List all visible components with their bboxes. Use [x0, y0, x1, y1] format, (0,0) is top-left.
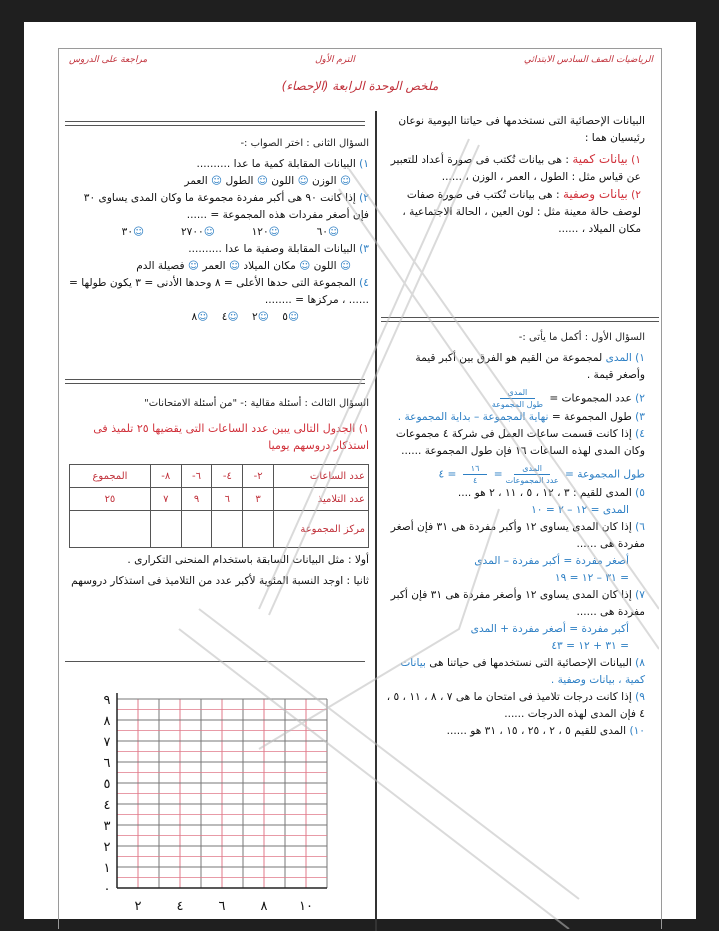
term-quantitative: بيانات كمية — [572, 152, 628, 166]
q2-heading: السؤال الثانى : اختر الصواب :- — [240, 138, 369, 149]
header-term: الترم الأول — [315, 55, 355, 65]
fraction-denominator: عدد المجموعات — [505, 476, 559, 485]
q1-section — [385, 329, 645, 740]
fraction-numerator: المدى — [500, 388, 536, 399]
item-text: طول المجموعة = — [551, 411, 632, 423]
q3-problem: ١) الجدول التالى يبين عدد الساعات التى يقضيها ٢٥ تلميذ فى استذكار دروسهم يوميا — [93, 422, 369, 452]
option-label[interactable]: مكان الميلاد — [243, 260, 296, 272]
x-tick-label: ٤ — [176, 899, 184, 914]
header-subject: الرياضيات الصف السادس الابتدائي — [523, 55, 653, 65]
q2-section — [65, 135, 369, 326]
table-cell-empty[interactable] — [243, 511, 274, 548]
item-text: البيانات المقابلة وصفية ما عدا .......... — [188, 243, 356, 255]
item-number: ١٠) — [629, 725, 645, 737]
answer-text: = ٣١ + ١٢ = ٤٣ — [551, 640, 629, 652]
answer-formula: طول المجموعة = $\frac{\text{المدى}}{\text{عدد المجموعات}}$ = $\frac{١٦}{٤}$ = ٤ — [438, 464, 645, 485]
table-cell: ٩ — [181, 488, 212, 511]
task-1: أولا : مثل البيانات السابقة باستخدام المنحنى التكرارى . — [127, 554, 369, 566]
y-tick-label: ٧ — [103, 735, 111, 750]
item-number: ٢) — [359, 192, 369, 204]
y-tick-label: ٨ — [103, 714, 111, 729]
item-number: ٧) — [635, 589, 645, 601]
q1-item — [385, 409, 645, 426]
option-radio-icon[interactable]: ☺ — [339, 260, 351, 272]
fraction — [463, 464, 488, 485]
option-row — [65, 309, 369, 326]
fraction-denominator: ٤ — [472, 476, 478, 485]
q1-item — [385, 655, 645, 689]
option-label[interactable]: اللون — [313, 260, 337, 272]
option-radio-icon[interactable]: ☺ — [268, 226, 280, 238]
table-cell-empty[interactable] — [181, 511, 212, 548]
option-radio-icon[interactable]: ☺ — [339, 175, 351, 187]
section-divider — [65, 661, 365, 662]
term-qualitative: بيانات وصفية — [562, 187, 628, 201]
data-table — [69, 464, 369, 548]
table-row — [70, 511, 369, 548]
item-text: إذا كان المدى يساوى ١٢ وأكبر مفردة هى ٣١ فإن أصغر مفردة هى ...... — [390, 521, 645, 550]
option-radio-icon[interactable]: ☺ — [133, 226, 145, 238]
table-row-label: عدد الساعات — [274, 465, 369, 488]
task-2: ثانيا : اوجد النسبة المئوية لأكبر عدد من التلاميذ فى استذكار دروسهم — [71, 575, 369, 587]
y-tick-label: ١ — [103, 861, 111, 876]
q1-item — [385, 519, 645, 587]
y-tick-label: ٢ — [103, 840, 111, 855]
item-text: إذا كانت قسمت ساعات العمل فى شركة ٤ مجموعات وكان المدى لهذه الساعات ١٦ فإن طول المجموعة ...... — [395, 428, 645, 457]
item-text: المجموعة التى حدها الأعلى = ٨ وحدها الأدنى = ٣ يكون طولها = ...... ، مركزها = ........ — [69, 277, 369, 306]
option-label[interactable]: اللون — [271, 175, 295, 187]
y-tick-label: ٦ — [103, 756, 111, 771]
intro-text: البيانات الإحصائية التى نستخدمها فى حياتنا اليومية نوعان رئيسيان هما : — [398, 115, 645, 144]
q2-item — [65, 156, 369, 190]
fraction-denominator: طول المجموعة — [491, 400, 543, 409]
item-number: ١) — [631, 154, 641, 166]
item-number: ٩) — [635, 691, 645, 703]
option-radio-icon[interactable]: ☺ — [297, 175, 309, 187]
table-row-label: مركز المجموعة — [274, 511, 369, 548]
item-number: ٦) — [635, 521, 645, 533]
item-text: المدى للقيم : ٣ ، ١٢ ، ٥ ، ١١ ، ٢ هو .... — [457, 487, 632, 499]
q3-heading: السؤال الثالث : أسئلة مقالية :- "من أسئلة الامتحانات" — [144, 398, 369, 409]
section-divider — [381, 317, 659, 322]
q1-heading: السؤال الأول : أكمل ما يأتى :- — [518, 332, 645, 343]
item-number: ٣) — [635, 411, 645, 423]
q1-item — [385, 426, 645, 485]
item-text: إذا كان المدى يساوى ١٢ وأصغر مفردة هى ٣١ فإن أكبر مفردة هى ...... — [390, 589, 645, 618]
option-row — [65, 224, 369, 241]
table-cell: ٢٥ — [70, 488, 151, 511]
table-cell: ٧ — [150, 488, 181, 511]
item-text: إذا كانت درجات تلاميذ فى امتحان ما هى ٧ ، ٨ ، ١١ ، ٥ ، ٤ فإن المدى لهذه الدرجات ...... — [386, 691, 645, 720]
fraction — [506, 464, 559, 485]
column-divider — [375, 111, 377, 931]
term-definition: : هى بيانات تُكتب فى صورة صفات لوصف حالة معينة مثل : لون العين ، الحالة الاجتماعية ، مكان الميلاد ، ...... — [402, 189, 641, 235]
table-cell-empty[interactable] — [212, 511, 243, 548]
item-text: إذا كانت ٩٠ هى أكبر مفردة مجموعة ما وكان المدى يساوى ٣٠ فإن أصغر مفردات هذه المجموعة = ...... — [83, 192, 369, 221]
q1-item — [385, 350, 645, 384]
option-label[interactable]: ٥ — [282, 311, 288, 323]
item-number: ٨) — [635, 657, 645, 669]
y-tick-label: ٤ — [103, 798, 111, 813]
item-text: لمجموعة من القيم هو الفرق بين أكبر قيمة وأصغر قيمة . — [415, 352, 645, 381]
item-number: ١) — [359, 158, 369, 170]
section-divider — [65, 379, 365, 384]
table-cell: ٦ — [212, 488, 243, 511]
answer-text: أصغر مفردة = أكبر مفردة – المدى — [474, 555, 629, 567]
q1-item — [385, 485, 645, 519]
item-number: ٤) — [635, 428, 645, 440]
fraction — [492, 388, 543, 409]
worksheet-page — [24, 22, 696, 919]
q2-item — [65, 241, 369, 275]
q2-item — [65, 275, 369, 326]
option-radio-icon[interactable]: ☺ — [211, 175, 223, 187]
item-text: البيانات الإحصائية التى نستخدمها فى حياتنا هى — [429, 657, 632, 669]
option-radio-icon[interactable]: ☺ — [197, 311, 209, 323]
fraction-numerator: ١٦ — [463, 464, 488, 475]
item-text: عدد المجموعات = — [549, 392, 632, 405]
option-radio-icon[interactable]: ☺ — [203, 226, 215, 238]
q1-item — [385, 689, 645, 723]
y-tick-label: ٥ — [103, 777, 111, 792]
q1-item — [385, 587, 645, 655]
option-radio-icon[interactable]: ☺ — [327, 226, 339, 238]
answer-text: المدى = ١٢ – ٢ = ١٠ — [531, 504, 629, 516]
table-cell: ٤- — [212, 465, 243, 488]
answer-text: نهاية المجموعة – بداية المجموعة . — [397, 411, 549, 423]
table-cell: المجموع — [70, 465, 151, 488]
page-title: ملخص الوحدة الرابعة (الإحصاء) — [281, 79, 439, 93]
table-cell-empty[interactable] — [70, 511, 151, 548]
option-radio-icon[interactable]: ☺ — [287, 311, 299, 323]
table-cell: ٨- — [150, 465, 181, 488]
option-radio-icon[interactable]: ☺ — [256, 175, 268, 187]
option-label[interactable]: ٣٠ — [121, 226, 134, 238]
item-number: ٢) — [631, 189, 641, 201]
table-row-label: عدد التلاميذ — [274, 488, 369, 511]
option-label[interactable]: الطول — [225, 175, 254, 187]
x-tick-label: ٢ — [134, 899, 142, 914]
item-number: ١) — [635, 352, 645, 364]
fraction-numerator: المدى — [514, 464, 550, 475]
option-radio-icon[interactable]: ☺ — [228, 260, 241, 272]
answer-text: أكبر مفردة = أصغر مفردة + المدى — [470, 623, 629, 635]
option-label[interactable]: ٤ — [221, 311, 228, 323]
frequency-graph[interactable] — [87, 689, 337, 929]
item-text: البيانات المقابلة كمية ما عدا .......... — [196, 158, 356, 170]
option-label[interactable]: العمر — [202, 260, 226, 272]
q2-item — [65, 190, 369, 241]
q1-item — [385, 388, 645, 409]
x-tick-label: ١٠ — [299, 899, 313, 914]
option-label[interactable]: ٢ — [252, 311, 258, 323]
item-number: ٢) — [635, 392, 645, 405]
intro-section — [385, 113, 645, 238]
term-range: المدى — [605, 352, 632, 364]
y-tick-label: ٠ — [103, 882, 111, 897]
y-tick-label: ٩ — [103, 693, 111, 708]
option-radio-icon[interactable]: ☺ — [227, 311, 239, 323]
item-number: ٥) — [635, 487, 645, 499]
table-cell: ٣ — [243, 488, 274, 511]
term-definition: : هى بيانات تُكتب فى صورة أعداد للتعبير عن قياس مثل : الطول ، العمر ، الوزن ، ...... — [390, 154, 641, 183]
worksheet-frame — [58, 48, 662, 929]
section-divider — [65, 121, 365, 126]
item-text: المدى للقيم ٥ ، ٢ ، ٢٥ ، ١٥ ، ٣١ هو ...... — [446, 725, 627, 737]
option-row — [65, 173, 369, 190]
table-cell: ٢- — [243, 465, 274, 488]
intro-item — [385, 151, 645, 186]
option-label[interactable]: الوزن — [312, 175, 337, 187]
intro-item — [385, 186, 645, 238]
table-cell-empty[interactable] — [150, 511, 181, 548]
answer-text: = ٣١ – ١٢ = ١٩ — [554, 572, 629, 584]
table-cell: ٦- — [181, 465, 212, 488]
option-label[interactable]: ٦٠ — [316, 226, 328, 238]
item-number: ٤) — [359, 277, 369, 289]
option-label[interactable]: فصيلة الدم — [136, 260, 185, 272]
q1-item — [385, 723, 645, 740]
option-label[interactable]: ١٢٠ — [251, 226, 269, 238]
table-row — [70, 465, 369, 488]
formula-result: = ٤ — [438, 468, 457, 481]
table-row — [70, 488, 369, 511]
answer-text: بيانات كمية ، بيانات وصفية . — [400, 657, 645, 686]
q3-section — [65, 395, 369, 590]
formula-lhs: طول المجموعة = — [565, 468, 645, 481]
option-radio-icon[interactable]: ☺ — [257, 311, 269, 323]
option-row — [65, 258, 369, 275]
x-tick-label: ٦ — [218, 899, 226, 914]
option-label[interactable]: ٢٧٠٠ — [180, 226, 204, 238]
option-label[interactable]: ٨ — [191, 311, 198, 323]
x-tick-label: ٨ — [260, 899, 268, 914]
option-radio-icon[interactable]: ☺ — [299, 260, 311, 272]
header-review: مراجعة على الدروس — [69, 55, 148, 65]
option-radio-icon[interactable]: ☺ — [187, 260, 199, 272]
item-number: ٣) — [359, 243, 369, 255]
option-label[interactable]: العمر — [184, 175, 208, 187]
y-tick-label: ٣ — [103, 819, 111, 834]
